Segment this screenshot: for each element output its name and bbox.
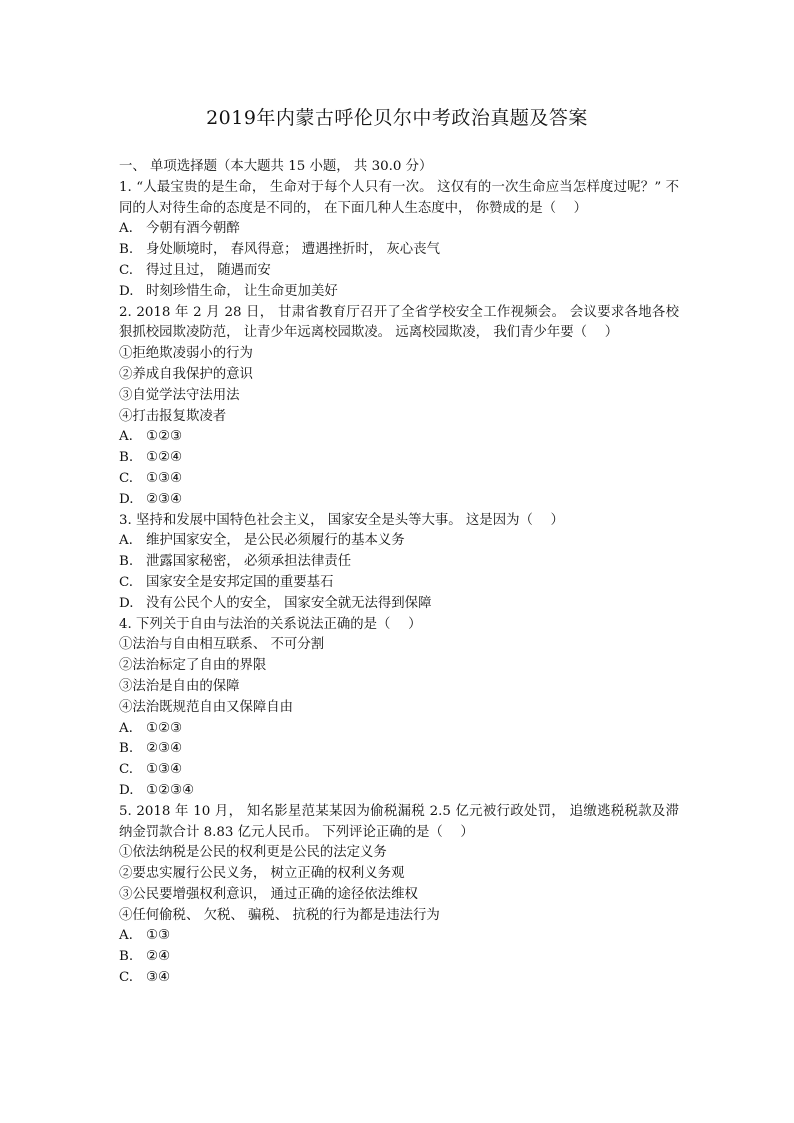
option-letter: C.: [119, 574, 134, 590]
option-text: ②③④: [146, 491, 183, 507]
document-body: [119, 157, 679, 989]
statement: ④打击报复欺凌者: [119, 408, 227, 424]
option-c: [119, 469, 679, 490]
question-stem: 4. 下列关于自由与法治的关系说法正确的是（ ）: [119, 616, 422, 632]
question-5: [119, 802, 679, 989]
statement: ①法治与自由相互联系、 不可分割: [119, 637, 325, 653]
option-c: [119, 261, 679, 282]
option-letter: B.: [119, 450, 134, 466]
option-d: [119, 490, 679, 511]
option-text: 维护国家安全， 是公民必须履行的基本义务: [146, 533, 405, 549]
option-letter: B.: [119, 554, 134, 570]
option-d: [119, 781, 679, 802]
option-text: 今朝有酒今朝醉: [146, 221, 240, 237]
option-c: [119, 573, 679, 594]
question-stem: 2. 2018 年 2 月 28 日， 甘肃省教育厅召开了全省学校安全工作视频会。 会议要求各地各校狠抓校园欺凌防范， 让青少年远离校园欺凌。 远离校园欺凌， 我们青少年要（ ）: [119, 304, 679, 341]
question-2: [119, 303, 679, 511]
option-letter: B.: [119, 242, 134, 258]
statement: ③自觉学法守法用法: [119, 387, 240, 403]
option-letter: A.: [119, 533, 133, 549]
option-letter: C.: [119, 262, 134, 278]
question-stem: 3. 坚持和发展中国特色社会主义， 国家安全是头等大事。 这是因为（ ）: [119, 512, 564, 528]
option-b: [119, 947, 679, 968]
question-1: [119, 178, 679, 303]
option-letter: A.: [119, 221, 133, 237]
statement: ④法治既规范自由又保障自由: [119, 699, 294, 715]
option-text: 国家安全是安邦定国的重要基石: [146, 574, 334, 590]
option-letter: C.: [119, 762, 134, 778]
option-letter: B.: [119, 741, 134, 757]
statement: ③公民要增强权利意识， 通过正确的途径依法维权: [119, 886, 418, 902]
statement: ③法治是自由的保障: [119, 678, 240, 694]
option-a: [119, 926, 679, 947]
option-a: [119, 427, 679, 448]
option-a: [119, 219, 679, 240]
statement: ②养成自我保护的意识: [119, 366, 253, 382]
option-b: [119, 240, 679, 261]
question-4: [119, 615, 679, 802]
option-letter: D.: [119, 283, 134, 299]
option-letter: A.: [119, 429, 133, 445]
option-a: [119, 719, 679, 740]
option-letter: A.: [119, 720, 133, 736]
option-text: ①②④: [146, 450, 183, 466]
question-stem: 5. 2018 年 10 月， 知名影星范某某因为偷税漏税 2.5 亿元被行政处罚， 追缴逃税税款及滞纳金罚款合计 8.83 亿元人民币。 下列评论正确的是（ ）: [119, 803, 679, 840]
option-text: ①②③④: [146, 782, 195, 798]
option-letter: D.: [119, 491, 134, 507]
option-letter: A.: [119, 928, 133, 944]
option-letter: C.: [119, 470, 134, 486]
option-c: [119, 968, 679, 989]
option-b: [119, 552, 679, 573]
option-b: [119, 739, 679, 760]
option-letter: D.: [119, 782, 134, 798]
option-text: ①②③: [146, 720, 183, 736]
option-text: ①②③: [146, 429, 183, 445]
question-stem: 1. “人最宝贵的是生命， 生命对于每个人只有一次。 这仅有的一次生命应当怎样度过呢？” 不同的人对待生命的态度是不同的， 在下面几种人生态度中， 你赞成的是（ ）: [119, 179, 679, 216]
option-d: [119, 594, 679, 615]
statement: ②要忠实履行公民义务， 树立正确的权利义务观: [119, 866, 405, 882]
option-a: [119, 531, 679, 552]
option-text: ①③④: [146, 762, 183, 778]
option-text: 身处顺境时， 春风得意； 遭遇挫折时， 灰心丧气: [146, 242, 440, 258]
statement: ②法治标定了自由的界限: [119, 658, 267, 674]
option-text: ②④: [146, 949, 171, 965]
statement: ①拒绝欺凌弱小的行为: [119, 346, 253, 362]
option-text: ①③④: [146, 470, 183, 486]
document-title: 2019年内蒙古呼伦贝尔中考政治真题及答案: [206, 107, 588, 129]
option-text: 得过且过， 随遇而安: [146, 262, 271, 278]
option-text: 没有公民个人的安全， 国家安全就无法得到保障: [146, 595, 432, 611]
option-text: ②③④: [146, 741, 183, 757]
section-heading: 一、 单项选择题（本大题共 15 小题， 共 30.0 分）: [119, 159, 433, 174]
option-b: [119, 448, 679, 469]
option-text: ③④: [146, 970, 171, 986]
option-letter: B.: [119, 949, 134, 965]
option-letter: C.: [119, 970, 134, 986]
statement: ①依法纳税是公民的权利更是公民的法定义务: [119, 845, 387, 861]
option-text: 泄露国家秘密， 必须承担法律责任: [146, 554, 352, 570]
option-letter: D.: [119, 595, 134, 611]
option-c: [119, 760, 679, 781]
statement: ④任何偷税、 欠税、 骗税、 抗税的行为都是违法行为: [119, 907, 440, 923]
option-text: 时刻珍惜生命， 让生命更加美好: [146, 283, 338, 299]
option-d: [119, 282, 679, 303]
option-text: ①③: [146, 928, 171, 944]
question-3: [119, 511, 679, 615]
